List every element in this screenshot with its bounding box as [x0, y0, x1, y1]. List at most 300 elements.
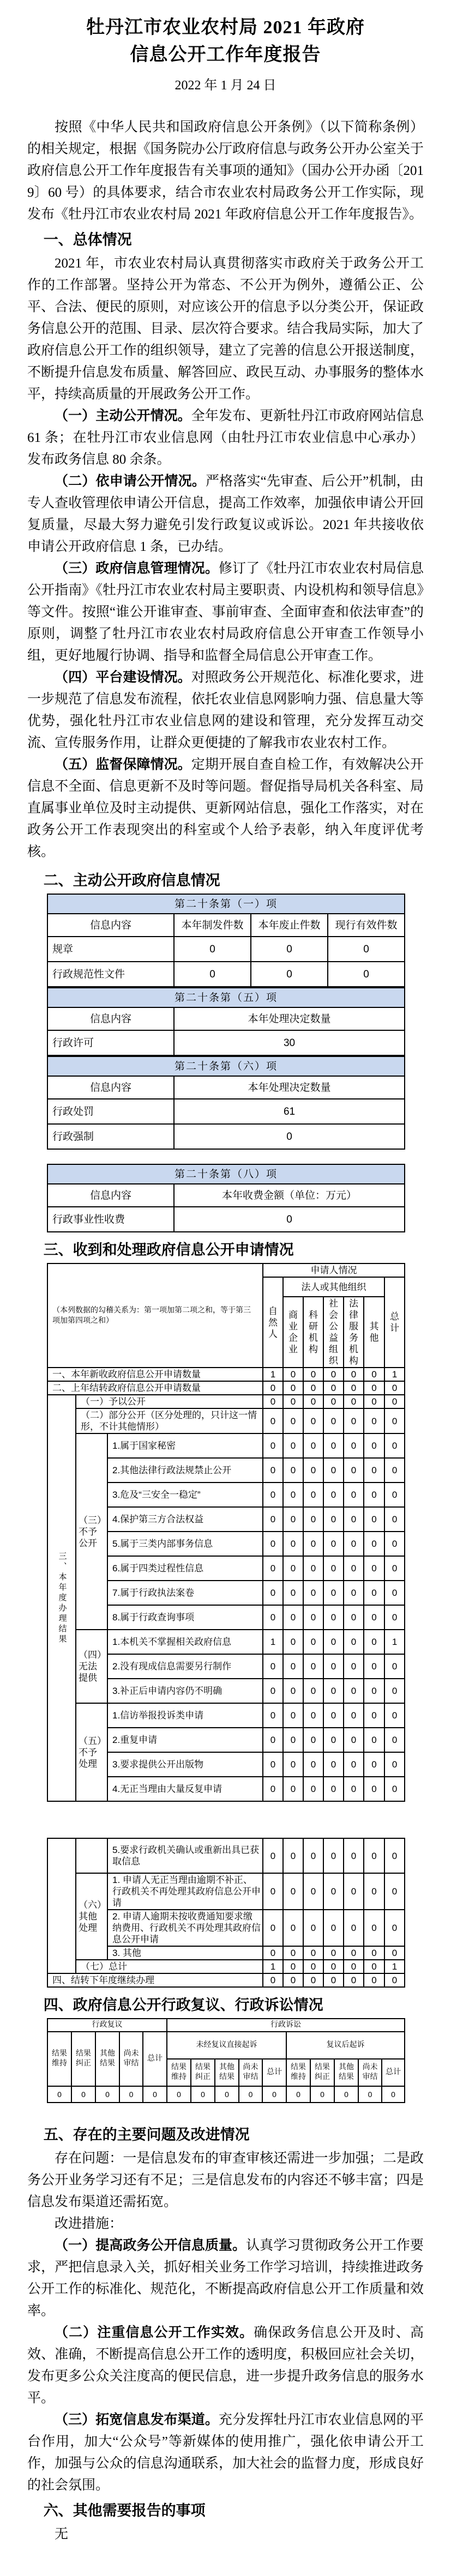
table-cell: 0	[263, 1556, 283, 1581]
table-cell: （二）部分公开（区分处理的，只计这一情形，不计其他情形）	[76, 1408, 263, 1433]
table-cell: 0	[283, 1873, 303, 1910]
table-cell: 0	[344, 1630, 364, 1654]
table-cell: 0	[323, 1556, 344, 1581]
table-cell: 0	[364, 1433, 384, 1458]
table-cell: 社会公益组织	[323, 1297, 344, 1368]
table-cell: 0	[47, 2086, 71, 2103]
table-cell: 0	[283, 1679, 303, 1703]
table-cell: 0	[143, 2086, 167, 2103]
table-cell: 0	[344, 1873, 364, 1910]
table-cell: 0	[323, 1873, 344, 1910]
table-cell: 0	[283, 1630, 303, 1654]
table-cell: 0	[344, 1408, 364, 1433]
table-cell: 0	[303, 1873, 323, 1910]
table-cell: 0	[344, 1458, 364, 1483]
table-cell: 结果维持	[286, 2059, 310, 2086]
table-cell: 0	[283, 1483, 303, 1507]
table-cell: 0	[364, 1728, 384, 1752]
table-cell: 0	[323, 1507, 344, 1532]
table-cell: 0	[303, 1728, 323, 1752]
table-cell: 3.危及“三安全一稳定”	[107, 1483, 263, 1507]
table-cell: 0	[344, 1752, 364, 1777]
measure-paragraph-1	[27, 2235, 424, 2322]
table-review-litigation-table	[47, 2018, 405, 2103]
table-cell: 0	[283, 1556, 303, 1581]
table-cell: 0	[384, 1873, 405, 1910]
measure-text-1: 认真学习贯彻政务公开工作要求，严把信息录入关，抓好相关业务工作学习培训，持续推进政务公开工作的标准化、规范化，不断提高政府信息公开工作质量和效率。	[27, 2238, 424, 2318]
table-cell: 0	[364, 1910, 384, 1946]
table-requests-part2-table	[47, 1838, 405, 1988]
table-cell: 0	[174, 937, 251, 962]
table-cell: 1.属于国家秘密	[107, 1433, 263, 1458]
sub-text-5: 定期开展自查自检工作，有效解决公开信息不全面、信息更新不及时等问题。督促指导局机关各科室、局直属事业单位及时主动提供、更新网站信息，强化工作落实，对在政务公开工作表现突出的科室或个人给予表彰，纳入年度评优考核。	[27, 757, 424, 859]
table-cell	[47, 1838, 76, 1973]
table-cell: 0	[384, 1777, 405, 1801]
table-cell: 0	[303, 1458, 323, 1483]
table-cell: 行政许可	[47, 1030, 174, 1055]
table-cell: （七）总计	[76, 1960, 263, 1973]
table-cell: 0	[283, 1728, 303, 1752]
table-cell: 0	[344, 1368, 364, 1381]
table-cell: 法人或其他组织	[283, 1277, 384, 1297]
table-cell: 0	[283, 1973, 303, 1987]
table-cell: 0	[119, 2086, 143, 2103]
table-cell: 0	[283, 1458, 303, 1483]
section-3-heading: 三、收到和处理政府信息公开申请情况	[43, 1242, 294, 1258]
table-cell: 0	[384, 1752, 405, 1777]
table-cell: 0	[344, 1581, 364, 1605]
table-cell: 0	[286, 2086, 310, 2103]
table-requests-part2	[47, 1838, 404, 1988]
table-cell: 0	[344, 1395, 364, 1408]
table-cell: 0	[263, 1703, 283, 1728]
table-cell: 0	[303, 1910, 323, 1946]
table-cell: 0	[303, 1395, 323, 1408]
table-cell: 1	[384, 1368, 405, 1381]
table-cell: 0	[283, 1946, 303, 1960]
table-cell: 行政事业性收费	[47, 1207, 174, 1232]
table-cell: 1	[384, 1960, 405, 1973]
table-cell: 商业企业	[283, 1297, 303, 1368]
table-cell: 行政复议	[47, 2019, 167, 2032]
table-cell: 尚未审结	[239, 2059, 262, 2086]
section-1-paragraph: 2021 年，市农业农村局认真贯彻落实市政府关于政务公开工作的工作部署。坚持公开为常态、不公开为例外，遵循公正、公平、合法、便民的原则，对应该公开的信息予以分类公开，保证政务信息公开的范围、目录、层次符合要求。结合我局实际，加大了政府信息公开工作的组织领导，建立了完善的信息公开报送制度，不断提升信息发布质量、解答回应、政民互动、办事服务的整体水平，持续高质量的开展政务公开工作。	[27, 256, 424, 402]
table-cell: 0	[344, 1483, 364, 1507]
table-cell: 0	[323, 1838, 344, 1873]
table-section-band: 第二十条第（五）项	[47, 988, 405, 1007]
table-cell: 0	[283, 1777, 303, 1801]
table-cell: 0	[384, 1395, 405, 1408]
table-cell: 其他结果	[334, 2059, 358, 2086]
table-cell: 0	[283, 1960, 303, 1973]
table-cell: 1	[384, 1630, 405, 1654]
table-cell: 1.本机关不掌握相关政府信息	[107, 1630, 263, 1654]
table-cell: 0	[344, 1679, 364, 1703]
sub-paragraph-1	[27, 405, 424, 471]
table-cell: 0	[263, 1873, 283, 1910]
table-article20-item5-table	[47, 987, 405, 1056]
table-cell: 行政诉讼	[167, 2019, 405, 2032]
table-article20-item1-table	[47, 894, 405, 987]
table-cell: 0	[263, 1458, 283, 1483]
table-cell: 科研机构	[303, 1297, 323, 1368]
table-cell: 0	[263, 1381, 283, 1395]
table-cell: 总计	[262, 2059, 286, 2086]
sub-heading-1: （一）主动公开情况。	[55, 409, 191, 423]
table-cell: 0	[303, 1532, 323, 1556]
table-cell: 行政处罚	[47, 1099, 174, 1124]
table-cell: 总计	[143, 2032, 167, 2086]
table-cell: 0	[323, 1973, 344, 1987]
section-2-heading: 二、主动公开政府信息情况	[43, 872, 220, 889]
table-cell: 0	[364, 1946, 384, 1960]
table-cell: 0	[263, 1433, 283, 1458]
table-cell: 0	[283, 1368, 303, 1381]
table-cell: 0	[364, 1408, 384, 1433]
table-cell: 0	[323, 1654, 344, 1679]
table-cell: 6.属于四类过程性信息	[107, 1556, 263, 1581]
table-cell: 0	[384, 1946, 405, 1960]
table-cell: 本年处理决定数量	[174, 1007, 405, 1030]
table-cell: 2.其他法律行政法规禁止公开	[107, 1458, 263, 1483]
table-cell: 0	[263, 1532, 283, 1556]
table-cell: 0	[303, 1946, 323, 1960]
table-cell: 0	[303, 1381, 323, 1395]
table-cell: 0	[323, 1679, 344, 1703]
table-cell: 尚未审结	[119, 2032, 143, 2086]
table-cell: 0	[323, 1581, 344, 1605]
table-cell: 0	[303, 1777, 323, 1801]
table-cell: 0	[364, 1838, 384, 1873]
table-cell: 0	[283, 1654, 303, 1679]
table-cell: 0	[174, 1207, 405, 1232]
table-cell: 0	[323, 1483, 344, 1507]
sub-text-4: 对照政务公开规范化、标准化要求，进一步规范了信息发布流程，依托农业信息网影响力强、信息量大等优势，强化牡丹江市农业信息网的建设和管理，充分发挥互动交流、宣传服务作用，让群众更便捷的了解我市农业农村工作。	[27, 670, 424, 750]
table-cell: 0	[364, 1605, 384, 1630]
table-cell: 0	[283, 1605, 303, 1630]
table-cell: 规章	[47, 937, 174, 962]
table-cell: 0	[263, 1777, 283, 1801]
table-cell: 0	[384, 1433, 405, 1458]
table-cell: 0	[384, 1507, 405, 1532]
table-cell: 0	[303, 1703, 323, 1728]
table-article20-item8	[47, 1164, 404, 1232]
sub-heading-4: （四）平台建设情况。	[55, 670, 191, 685]
measures-label: 改进措施：	[55, 2216, 123, 2231]
table-cell: 0	[283, 1433, 303, 1458]
table-cell: 61	[174, 1099, 405, 1124]
table-section-band: 第二十条第（六）项	[47, 1056, 405, 1076]
measure-text-2: 确保政务信息公开及时、高效、准确，不断提高信息公开工作的透明度，积极回应社会关切，发布更多公众关注度高的便民信息，进一步提升政务信息的服务水平。	[27, 2325, 424, 2405]
table-cell: 0	[283, 1408, 303, 1433]
table-cell: 0	[364, 1752, 384, 1777]
table-cell: 0	[323, 1433, 344, 1458]
table-cell: 现行有效件数	[328, 914, 405, 937]
sub-paragraph-5	[27, 754, 424, 863]
table-cell: 0	[263, 1654, 283, 1679]
table-cell: 行政规范性文件	[47, 962, 174, 987]
table-cell: 尚未审结	[358, 2059, 382, 2086]
table-cell: 0	[384, 1728, 405, 1752]
section-6-paragraph: 无	[55, 2527, 69, 2542]
table-cell: 0	[323, 1630, 344, 1654]
measure-paragraph-2	[27, 2322, 424, 2409]
table-cell: 0	[364, 1581, 384, 1605]
table-requests-part1	[47, 1263, 404, 1802]
table-cell: 0	[364, 1873, 384, 1910]
table-cell: 0	[344, 1973, 364, 1987]
table-cell: 其他结果	[215, 2059, 239, 2086]
table-cell: 0	[303, 1433, 323, 1458]
table-cell: 0	[384, 1973, 405, 1987]
table-cell: 0	[263, 1728, 283, 1752]
table-cell: 0	[344, 1507, 364, 1532]
table-cell: 0	[263, 1605, 283, 1630]
table-cell: （五）不予处理	[76, 1703, 107, 1801]
measure-heading-2: （二）注重信息公开工作实效。	[55, 2325, 254, 2340]
table-cell: 0	[344, 1556, 364, 1581]
table-cell: 三、本年度办理结果	[47, 1395, 76, 1801]
table-cell: 2.没有现成信息需要另行制作	[107, 1654, 263, 1679]
table-cell: 0	[323, 1960, 344, 1973]
table-cell: 1	[263, 1960, 283, 1973]
table-cell: 7.属于行政执法案卷	[107, 1581, 263, 1605]
table-cell: 4.保护第三方合法权益	[107, 1507, 263, 1532]
table-article20-item1	[47, 894, 404, 987]
table-cell: 0	[303, 1581, 323, 1605]
sub-heading-3: （三）政府信息管理情况。	[55, 561, 219, 576]
table-cell: 本年处理决定数量	[174, 1076, 405, 1099]
table-cell: 0	[364, 1777, 384, 1801]
table-cell: 0	[384, 1381, 405, 1395]
table-cell: 本年收费金额（单位：万元）	[174, 1184, 405, 1207]
table-cell: 复议后起诉	[286, 2032, 405, 2059]
table-cell: 0	[344, 1605, 364, 1630]
table-cell: 0	[364, 1556, 384, 1581]
doc-title-line1: 牡丹江市农业农村局 2021 年政府	[86, 17, 365, 38]
doc-title-line2: 信息公开工作年度报告	[130, 45, 321, 65]
table-cell: 申请人情况	[263, 1263, 405, 1277]
table-cell: 0	[303, 1973, 323, 1987]
measure-heading-1: （一）提高政务公开信息质量。	[55, 2238, 246, 2253]
table-cell: 0	[364, 1679, 384, 1703]
table-cell: 0	[344, 1381, 364, 1395]
table-cell: 0	[323, 1777, 344, 1801]
table-cell: 0	[263, 1581, 283, 1605]
table-cell: 0	[382, 2086, 405, 2103]
table-cell: 0	[263, 1507, 283, 1532]
measure-heading-3: （三）拓宽信息发布渠道。	[55, 2413, 219, 2427]
table-cell: 信息内容	[47, 1184, 174, 1207]
table-cell: 0	[334, 2086, 358, 2103]
table-cell: 0	[263, 1408, 283, 1433]
table-cell: 0	[364, 1507, 384, 1532]
table-cell: 0	[263, 1679, 283, 1703]
table-cell: 3. 其他	[107, 1946, 263, 1960]
table-cell: 0	[239, 2086, 262, 2103]
table-cell: 0	[364, 1458, 384, 1483]
page-gap	[0, 1802, 451, 1838]
table-cell: 0	[174, 1124, 405, 1149]
table-cell: 未经复议直接起诉	[167, 2032, 286, 2059]
table-cell: 0	[262, 2086, 286, 2103]
table-requests-part1-table	[47, 1263, 405, 1802]
table-cell: 总计	[384, 1277, 405, 1368]
table-cell: 4.无正当理由大量反复申请	[107, 1777, 263, 1801]
table-cell: 0	[251, 962, 328, 987]
table-cell: 0	[384, 1532, 405, 1556]
table-cell: （六）其他处理	[76, 1873, 107, 1960]
table-cell: 0	[364, 1368, 384, 1381]
table-cell: 0	[95, 2086, 119, 2103]
table-cell: 0	[323, 1408, 344, 1433]
sub-text-3: 修订了《牡丹江市农业农村局信息公开指南》《牡丹江市农业农村局主要职责、内设机构和领导信息》等文件。按照“谁公开谁审查、事前审查、全面审查和依法审查”的原则，调整了牡丹江市农业农村局政府信息公开审查工作领导小组，更好地履行协调、指导和监督全局信息公开审查工作。	[27, 561, 424, 663]
table-section-band: 第二十条第（八）项	[47, 1164, 405, 1184]
section-6-heading: 六、其他需要报告的事项	[43, 2502, 206, 2519]
page-gap	[0, 1150, 451, 1164]
doc-title	[33, 14, 418, 69]
table-cell: 1. 申请人无正当理由逾期不补正、行政机关不再处理其政府信息公开申请	[107, 1873, 263, 1910]
table-cell: 8.属于行政查询事项	[107, 1605, 263, 1630]
table-cell: 0	[384, 1556, 405, 1581]
table-cell: 0	[323, 1728, 344, 1752]
table-cell: 0	[323, 1752, 344, 1777]
table-cell: 0	[303, 1630, 323, 1654]
table-cell: 0	[364, 1381, 384, 1395]
table-cell: 0	[384, 1483, 405, 1507]
section-1-heading: 一、总体情况	[43, 232, 132, 248]
table-cell: 0	[303, 1960, 323, 1973]
table-cell: 0	[283, 1703, 303, 1728]
table-cell: （三）不予公开	[76, 1433, 107, 1630]
table-cell: 0	[384, 1679, 405, 1703]
table-cell: 结果维持	[167, 2059, 191, 2086]
table-cell: 0	[384, 1581, 405, 1605]
section-4-heading: 四、政府信息公开行政复议、行政诉讼情况	[43, 1997, 323, 2013]
table-cell: 0	[364, 1630, 384, 1654]
table-cell: 0	[303, 1679, 323, 1703]
table-cell: 0	[364, 1654, 384, 1679]
table-cell: 0	[344, 1433, 364, 1458]
table-cell: 0	[303, 1654, 323, 1679]
table-cell: 2.重复申请	[107, 1728, 263, 1752]
intro-paragraph: 按照《中华人民共和国政府信息公开条例》（以下简称条例）的相关规定，根据《国务院办公厅政府信息与政务公开办公室关于政府信息公开工作年度报告有关事项的通知》（国办公开办函〔2019〕60 号）的具体要求，结合市农业农村局政务公开工作实际，现发布《牡丹江市农业农村局 2021 年政府信息公开工作年度报告》。	[27, 120, 424, 222]
table-cell: 0	[191, 2086, 215, 2103]
table-cell: 1	[263, 1630, 283, 1654]
table-cell: 0	[384, 1703, 405, 1728]
table-cell: 0	[303, 1507, 323, 1532]
table-cell: 0	[364, 1973, 384, 1987]
table-cell: 其他	[364, 1297, 384, 1368]
table-cell: 0	[344, 1946, 364, 1960]
table-cell: 0	[283, 1838, 303, 1873]
table-review-litigation	[47, 2018, 404, 2103]
table-cell: 0	[251, 937, 328, 962]
table-cell: 法律服务机构	[344, 1297, 364, 1368]
table-article20-item5	[47, 987, 404, 1056]
table-cell: 0	[364, 1532, 384, 1556]
table-cell: 信息内容	[47, 1076, 174, 1099]
table-cell: 本年废止件数	[251, 914, 328, 937]
table-cell: 1.信访举报投诉类申请	[107, 1703, 263, 1728]
table-cell: 0	[283, 1752, 303, 1777]
table-cell: 0	[344, 1654, 364, 1679]
table-cell: 0	[364, 1395, 384, 1408]
table-cell: （四）无法提供	[76, 1630, 107, 1703]
table-cell: 0	[310, 2086, 334, 2103]
table-cell: 0	[303, 1605, 323, 1630]
table-cell: 3.补正后申请内容仍不明确	[107, 1679, 263, 1703]
table-cell: 0	[263, 1395, 283, 1408]
sub-heading-5: （五）监督保障情况。	[55, 757, 191, 772]
table-cell: 0	[303, 1483, 323, 1507]
table-cell: 0	[263, 1910, 283, 1946]
table-cell: 本年制发件数	[174, 914, 251, 937]
table-cell: 结果维持	[47, 2032, 71, 2086]
table-cell: 二、上年结转政府信息公开申请数量	[47, 1381, 263, 1395]
measure-paragraph-3	[27, 2409, 424, 2496]
table-cell: 行政强制	[47, 1124, 174, 1149]
table-cell: （一）予以公开	[76, 1395, 263, 1408]
table-cell: 结果纠正	[191, 2059, 215, 2086]
sub-heading-2: （二）依申请公开情况。	[55, 474, 206, 489]
table-cell: 2. 申请人逾期未按收费通知要求缴纳费用、行政机关不再处理其政府信息公开申请	[107, 1910, 263, 1946]
table-cell: 0	[283, 1381, 303, 1395]
table-cell	[76, 1838, 107, 1873]
table-cell: 0	[384, 1910, 405, 1946]
table-cell: 0	[328, 937, 405, 962]
table-cell: 0	[384, 1605, 405, 1630]
table-cell: 0	[323, 1395, 344, 1408]
table-cell: 0	[344, 1838, 364, 1873]
table-cell: 0	[384, 1408, 405, 1433]
table-cell: 3.要求提供公开出版物	[107, 1752, 263, 1777]
table-cell: 0	[303, 1752, 323, 1777]
table-cell: 0	[263, 1483, 283, 1507]
table-cell: 信息内容	[47, 1007, 174, 1030]
table-cell: 30	[174, 1030, 405, 1055]
table-cell: 0	[283, 1581, 303, 1605]
table-cell: 0	[71, 2086, 95, 2103]
table-cell: 0	[323, 1946, 344, 1960]
sub-text-2: 严格落实“先审查、后公开”机制，由专人查收管理依申请公开信息，提高工作效率，加强依申请公开回复质量，尽最大努力避免引发行政复议或诉讼。2021 年共接收依申请公开政府信息 1 条，已办结。	[27, 474, 424, 554]
table-cell: 四、结转下年度继续办理	[47, 1973, 263, 1987]
table-cell: 1	[263, 1368, 283, 1381]
table-cell: 0	[283, 1395, 303, 1408]
table-cell: 0	[364, 1483, 384, 1507]
table-cell: 0	[344, 1777, 364, 1801]
sub-paragraph-3	[27, 558, 424, 667]
table-cell: 0	[384, 1458, 405, 1483]
table-cell: 0	[263, 1946, 283, 1960]
table-cell: （本列数据的勾稽关系为：第一项加第二项之和，等于第三项加第四项之和）	[47, 1263, 263, 1368]
table-cell: 0	[384, 1654, 405, 1679]
table-cell: 5.要求行政机关确认或重新出具已获取信息	[107, 1838, 263, 1873]
table-cell: 一、本年新收政府信息公开申请数量	[47, 1368, 263, 1381]
table-cell: 0	[323, 1458, 344, 1483]
section-5-heading: 五、存在的主要问题及改进情况	[43, 2127, 250, 2143]
table-cell: 0	[323, 1703, 344, 1728]
table-cell: 0	[364, 1703, 384, 1728]
table-cell: 0	[344, 1703, 364, 1728]
table-cell: 信息内容	[47, 914, 174, 937]
table-cell: 0	[303, 1368, 323, 1381]
table-cell: 0	[283, 1532, 303, 1556]
sub-text-1: 全年发布、更新牡丹江市政府网站信息 61 条；在牡丹江市农业信息网（由牡丹江市农业信息中心承办）发布政务信息 80 余条。	[27, 409, 424, 467]
table-article20-item6	[47, 1056, 404, 1150]
problems-paragraph: 存在问题：一是信息发布的审查审核还需进一步加强；二是政务公开业务学习还有不足；三是信息发布的内容还不够丰富；四是信息发布渠道还需拓宽。	[27, 2151, 424, 2209]
table-cell: 结果纠正	[71, 2032, 95, 2086]
